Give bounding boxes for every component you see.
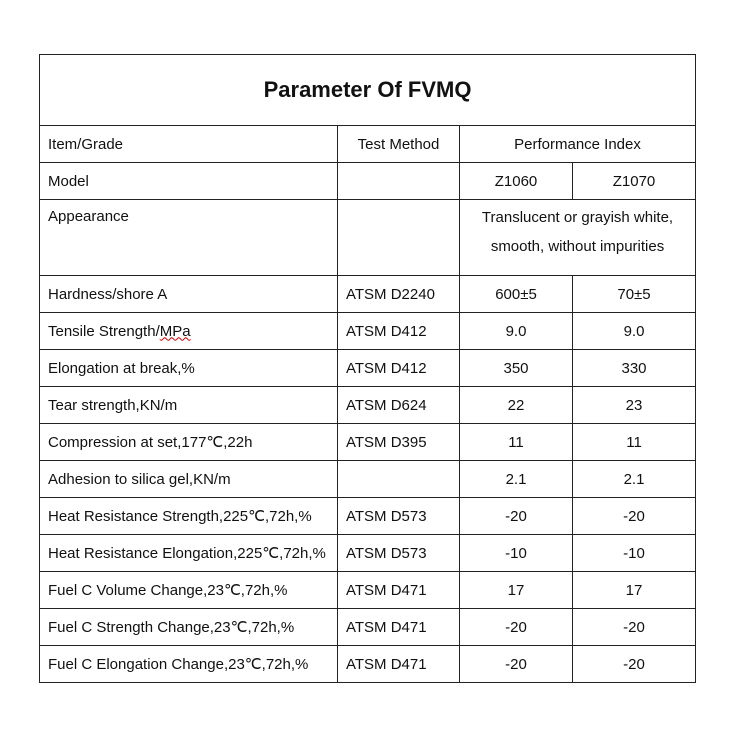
appearance-method xyxy=(338,200,460,276)
appearance-line-2: smooth, without impurities xyxy=(490,238,665,255)
row-label: Tear strength,KN/m xyxy=(40,387,338,424)
table-row xyxy=(40,498,696,535)
model-method xyxy=(338,163,460,200)
row-value-z1060: -20 xyxy=(460,646,573,683)
row-value-z1060: 17 xyxy=(460,572,573,609)
row-label xyxy=(40,313,338,350)
row-method xyxy=(338,461,460,498)
row-value-z1060: 350 xyxy=(460,350,573,387)
row-value-z1060: 11 xyxy=(460,424,573,461)
table-row xyxy=(40,424,696,461)
row-method: ATSM D395 xyxy=(338,424,460,461)
row-label: Elongation at break,% xyxy=(40,350,338,387)
row-value-z1060: 2.1 xyxy=(460,461,573,498)
row-label: Heat Resistance Strength,225℃,72h,% xyxy=(40,498,338,535)
header-row xyxy=(40,126,696,163)
model-row xyxy=(40,163,696,200)
table-row xyxy=(40,535,696,572)
row-value-z1070: -20 xyxy=(573,609,696,646)
row-label: Fuel C Volume Change,23℃,72h,% xyxy=(40,572,338,609)
header-item-grade: Item/Grade xyxy=(40,126,338,163)
row-method: ATSM D624 xyxy=(338,387,460,424)
row-method: ATSM D471 xyxy=(338,572,460,609)
fvmq-parameter-table xyxy=(39,54,696,683)
appearance-value xyxy=(460,200,696,276)
row-value-z1070: 70±5 xyxy=(573,276,696,313)
row-method: ATSM D2240 xyxy=(338,276,460,313)
row-value-z1060: 600±5 xyxy=(460,276,573,313)
row-method: ATSM D412 xyxy=(338,350,460,387)
grade-z1070: Z1070 xyxy=(573,163,696,200)
table-row xyxy=(40,461,696,498)
row-value-z1070: 23 xyxy=(573,387,696,424)
row-label-text: Tensile Strength/ xyxy=(48,322,160,340)
row-value-z1070: -20 xyxy=(573,646,696,683)
row-label: Heat Resistance Elongation,225℃,72h,% xyxy=(40,535,338,572)
row-label-unit: MPa xyxy=(159,322,191,340)
row-method: ATSM D412 xyxy=(338,313,460,350)
appearance-line-1: Translucent or grayish white, xyxy=(481,209,674,226)
table-row xyxy=(40,387,696,424)
header-performance-index: Performance Index xyxy=(460,126,696,163)
row-value-z1070: -10 xyxy=(573,535,696,572)
row-label: Adhesion to silica gel,KN/m xyxy=(40,461,338,498)
table-title: Parameter Of FVMQ xyxy=(40,55,696,126)
row-value-z1060: -10 xyxy=(460,535,573,572)
table-row xyxy=(40,350,696,387)
row-label: Fuel C Elongation Change,23℃,72h,% xyxy=(40,646,338,683)
appearance-row xyxy=(40,200,696,276)
row-value-z1060: -20 xyxy=(460,609,573,646)
row-value-z1060: -20 xyxy=(460,498,573,535)
row-value-z1070: 11 xyxy=(573,424,696,461)
model-label: Model xyxy=(40,163,338,200)
row-value-z1070: 9.0 xyxy=(573,313,696,350)
table-row xyxy=(40,609,696,646)
row-label: Compression at set,177℃,22h xyxy=(40,424,338,461)
grade-z1060: Z1060 xyxy=(460,163,573,200)
table-row xyxy=(40,646,696,683)
row-value-z1070: -20 xyxy=(573,498,696,535)
header-test-method: Test Method xyxy=(338,126,460,163)
row-method: ATSM D573 xyxy=(338,498,460,535)
appearance-label: Appearance xyxy=(40,200,338,276)
row-method: ATSM D471 xyxy=(338,609,460,646)
row-method: ATSM D573 xyxy=(338,535,460,572)
row-label: Fuel C Strength Change,23℃,72h,% xyxy=(40,609,338,646)
table-row xyxy=(40,572,696,609)
row-method: ATSM D471 xyxy=(338,646,460,683)
table-row xyxy=(40,276,696,313)
title-row xyxy=(40,55,696,126)
row-label: Hardness/shore A xyxy=(40,276,338,313)
row-value-z1070: 330 xyxy=(573,350,696,387)
row-value-z1060: 22 xyxy=(460,387,573,424)
row-value-z1070: 2.1 xyxy=(573,461,696,498)
row-value-z1060: 9.0 xyxy=(460,313,573,350)
table-row xyxy=(40,313,696,350)
row-value-z1070: 17 xyxy=(573,572,696,609)
